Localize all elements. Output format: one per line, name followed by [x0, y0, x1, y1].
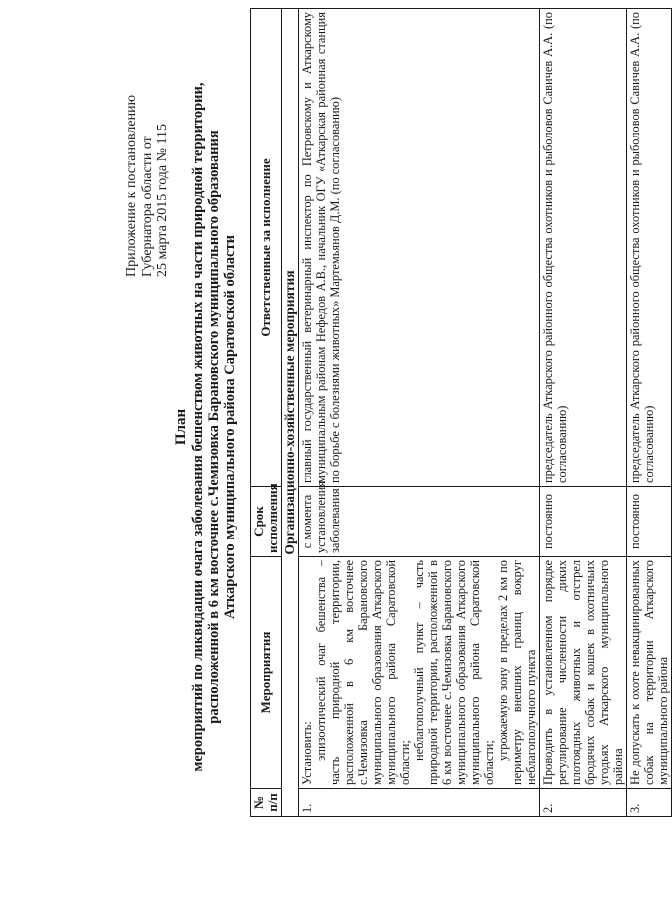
title-plan: План: [173, 408, 189, 446]
header-measures: Мероприятия: [251, 557, 282, 789]
appendix-line: Приложение к постановлению: [124, 94, 139, 277]
header-responsible: Ответственные за исполнение: [251, 9, 282, 487]
table-header-row: [251, 9, 282, 817]
appendix-note: [124, 95, 171, 277]
table-row: [540, 9, 627, 817]
section-row: [282, 9, 299, 817]
row-term: с момента установления заболевания: [299, 487, 540, 557]
section-title: Организационно-хозяйственные мероприятия: [282, 9, 299, 817]
row-responsible: главный государственный ветеринарный инспектор по Петровскому и Аткарскому муниципальным районам Нефедов А.В., начальник ОГУ «Аткарская районная станция по борьбе с болезнями животных» Мартемьянов Д.М. (по согласованию): [299, 9, 540, 487]
header-term: Срок исполнения: [251, 487, 282, 557]
measure-paragraph: эпизоотический очаг бешенства – часть природной территории, расположенной в 6 км восточнее с.Чемизовка Барановского муниципального образования Аткарского муниципального района Саратовской области;: [314, 560, 412, 785]
appendix-line: 25 марта 2015 года № 115: [155, 124, 170, 277]
row-term: постоянно: [627, 487, 672, 557]
measure-intro: Установить:: [300, 721, 314, 785]
title-line: расположенной в 6 км восточнее с.Чемизовка Барановского муниципального образования: [206, 130, 222, 724]
row-responsible: председатель Аткарского районного общества охотников и рыболовов Савичев А.А. (по согласованию): [540, 9, 627, 487]
title-line: мероприятий по ликвидации очага заболевания бешенством животных на части природной территории,: [190, 82, 206, 772]
row-number: 2.: [540, 789, 627, 817]
header-num: № п/п: [251, 789, 282, 817]
measure-paragraph: угрожаемую зону в пределах 2 км по периметру внешних границ вокруг неблагополучного пункта: [496, 560, 538, 785]
row-measure: [299, 557, 540, 789]
row-term: постоянно: [540, 487, 627, 557]
document-title: [173, 77, 238, 777]
row-number: 3.: [627, 789, 672, 817]
title-line: Аткарского муниципального района Саратовской области: [222, 235, 238, 619]
row-number: 1.: [299, 789, 540, 817]
row-responsible: председатель Аткарского районного общества охотников и рыболовов Савичев А.А. (по согласованию): [627, 9, 672, 487]
table-row: [627, 9, 672, 817]
measures-table: [250, 8, 672, 817]
appendix-line: Губернатора области от: [139, 136, 155, 277]
table-row: [299, 9, 540, 817]
row-measure: Не допускать к охоте невакцинированных собак на территории Аткарского муниципального района: [627, 557, 672, 789]
measure-paragraph: неблагополучный пункт – часть природной территории, расположенной в 6 км восточнее с.Чемизовка Барановского муниципального образования Аткарского муниципального района Саратовской области;: [412, 560, 496, 785]
row-measure: Проводить в установленном порядке регулирование численности диких плотоядных животных и отстрел бродячих собак и кошек в охотничьих угодьях Аткарского муниципального района: [540, 557, 627, 789]
